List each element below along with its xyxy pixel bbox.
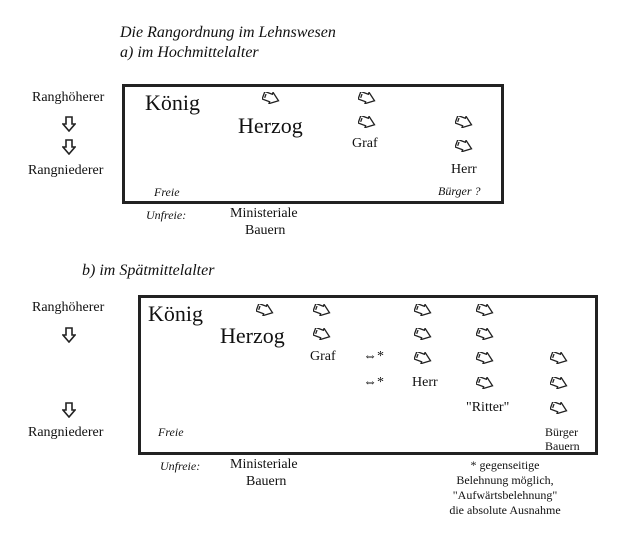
rank-higher-label-a: Ranghöherer xyxy=(32,90,105,105)
mutual-enfeoff-symbol: ⇔* xyxy=(363,375,384,390)
graf-label-b: Graf xyxy=(310,349,336,364)
herzog-label-b: Herzog xyxy=(220,323,285,348)
diagram-title: Die Rangordnung im Lehnswesen xyxy=(120,24,336,41)
unfreie-label-a: Unfreie: xyxy=(146,208,187,222)
herr-label-b: Herr xyxy=(412,375,438,390)
enfeoff-arrow-icon xyxy=(550,377,568,389)
enfeoff-arrow-icon xyxy=(358,92,376,104)
enfeoff-arrow-icon xyxy=(414,304,432,316)
enfeoff-arrow-icon xyxy=(256,304,274,316)
enfeoff-arrow-icon xyxy=(313,304,331,316)
freie-label-b: Freie xyxy=(158,425,184,439)
enfeoff-arrow-icon xyxy=(476,304,494,316)
buerger-label-b: Bürger xyxy=(545,425,579,439)
herr-label-a: Herr xyxy=(451,162,477,177)
ministeriale-label-a: Ministeriale xyxy=(230,206,298,221)
enfeoff-arrow-icon xyxy=(414,352,432,364)
enfeoff-arrow-icon xyxy=(313,328,331,340)
freie-label-a: Freie xyxy=(154,185,180,199)
enfeoff-arrow-icon xyxy=(476,328,494,340)
bauern-unfree-label-a: Bauern xyxy=(245,223,286,238)
herzog-label-a: Herzog xyxy=(238,113,303,138)
enfeoff-arrow-icon xyxy=(550,402,568,414)
enfeoff-arrow-icon xyxy=(414,328,432,340)
rank-lower-label-a: Rangniederer xyxy=(28,163,104,178)
footnote-line-4: die absolute Ausnahme xyxy=(449,503,561,517)
bauern-free-label-b: Bauern xyxy=(545,439,580,453)
rank-higher-label-b: Ranghöherer xyxy=(32,300,105,315)
footnote-line-3: "Aufwärtsbelehnung" xyxy=(452,488,558,502)
enfeoff-arrow-icon xyxy=(455,140,473,152)
section-a-heading: a) im Hochmittelalter xyxy=(120,44,259,61)
ritter-label-b: "Ritter" xyxy=(466,400,510,415)
footnote-line-1: * gegenseitige xyxy=(470,458,540,472)
buerger-label-a: Bürger ? xyxy=(438,184,481,198)
koenig-label-b: König xyxy=(148,301,203,326)
enfeoff-arrow-icon xyxy=(476,352,494,364)
enfeoff-arrow-icon xyxy=(358,116,376,128)
rank-lower-label-b: Rangniederer xyxy=(28,425,104,440)
koenig-label-a: König xyxy=(145,90,200,115)
rank-down-arrow-icon xyxy=(62,116,76,132)
enfeoff-arrow-icon xyxy=(550,352,568,364)
enfeoff-arrow-icon xyxy=(476,377,494,389)
graf-label-a: Graf xyxy=(352,136,378,151)
section-b-heading: b) im Spätmittelalter xyxy=(82,262,215,279)
enfeoff-arrow-icon xyxy=(262,92,280,104)
ministeriale-label-b: Ministeriale xyxy=(230,457,298,472)
footnote-line-2: Belehnung möglich, xyxy=(456,473,554,487)
rank-down-arrow-icon xyxy=(62,139,76,155)
enfeoff-arrow-icon xyxy=(455,116,473,128)
mutual-enfeoff-symbol: ⇔* xyxy=(363,349,384,364)
rank-down-arrow-icon xyxy=(62,402,76,418)
unfreie-label-b: Unfreie: xyxy=(160,459,201,473)
rank-down-arrow-icon xyxy=(62,327,76,343)
bauern-unfree-label-b: Bauern xyxy=(246,474,287,489)
